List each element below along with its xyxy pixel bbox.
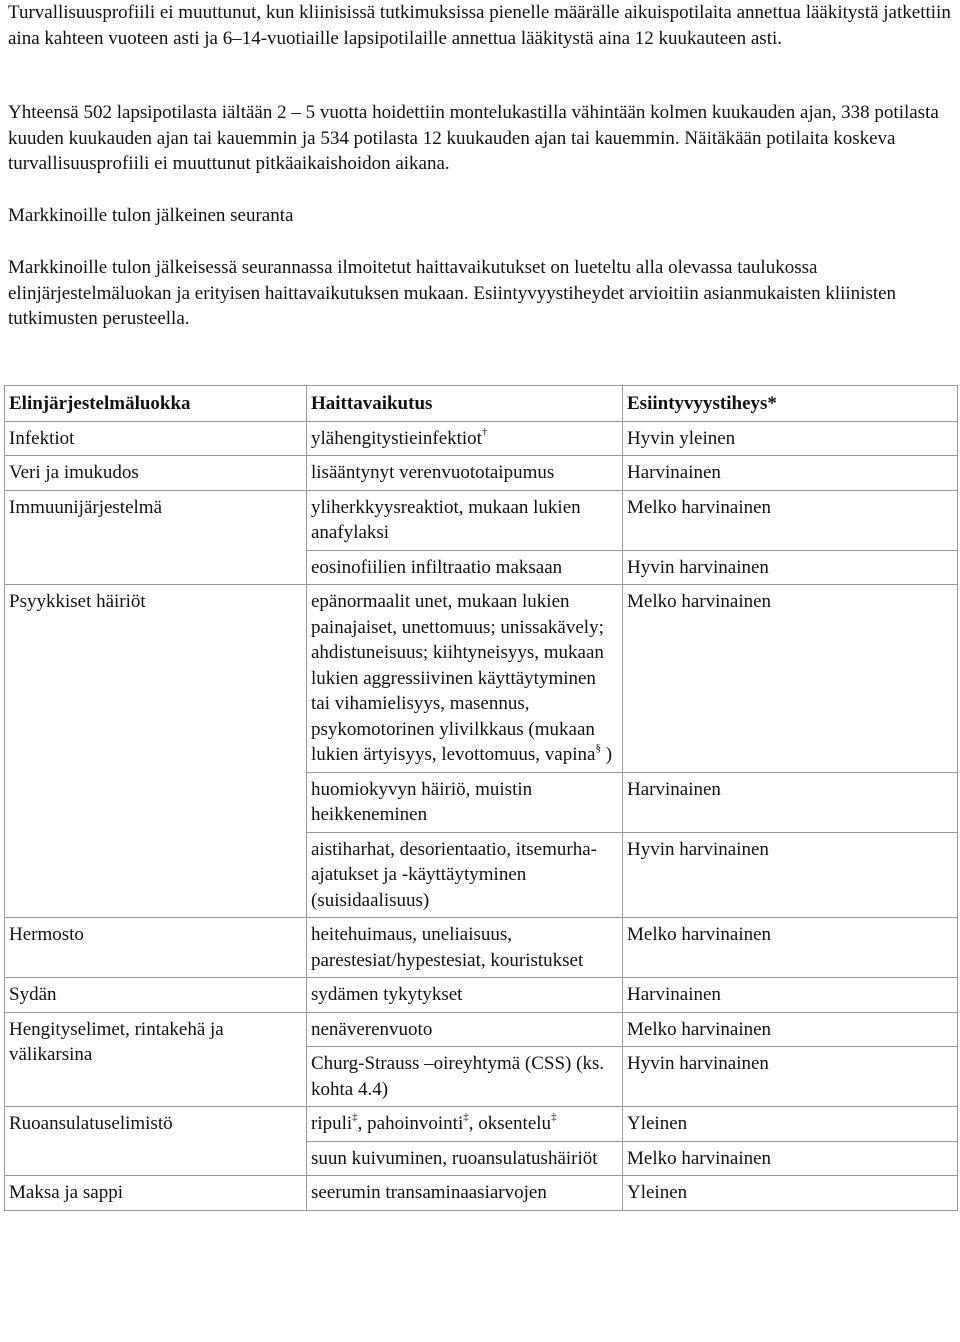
section-heading-post-marketing: Markkinoille tulon jälkeinen seuranta [8,205,294,226]
adverse-effect-cell [307,585,623,773]
header-frequency: Esiintyvyystiheys* [623,386,958,422]
adverse-effect-cell: aistiharhat, desorientaatio, itsemurha-ajatukset ja -käyttäytyminen (suisidaalisuus) [307,832,623,918]
adverse-effects-table [4,385,958,1211]
adverse-effect-cell [307,1107,623,1142]
intro-paragraph-long-term-safety: Turvallisuusprofiili ei muuttunut, kun kliinisissä tutkimuksissa pienelle määrälle aikuispotilaita annettua lääkitystä jatkettiin aina kahteen vuoteen asti ja 6–14-vuotiaille lapsipotilaille annettua lääkitystä aina 12 kuukauteen asti. [8,2,951,49]
table-row [5,421,958,456]
adverse-effect-cell: eosinofiilien infiltraatio maksaan [307,550,623,585]
organ-class-cell: Sydän [5,978,307,1013]
adverse-effect-cell: heitehuimaus, uneliaisuus, parestesiat/hypestesiat, kouristukset [307,918,623,978]
footnote-mark: ‡ [352,1111,358,1123]
effect-text-tail: ) [600,744,613,765]
adverse-effect-cell: sydämen tykytykset [307,978,623,1013]
organ-class-cell: Hermosto [5,918,307,978]
footnote-mark: ‡ [551,1111,557,1123]
table-row [5,918,958,978]
frequency-cell: Harvinainen [623,772,958,832]
footnote-mark: ‡ [463,1111,469,1123]
organ-class-cell: Immuunijärjestelmä [5,490,307,585]
frequency-cell: Melko harvinainen [623,1141,958,1176]
adverse-effect-cell: suun kuivuminen, ruoansulatushäiriöt [307,1141,623,1176]
adverse-effect-cell: seerumin transaminaasiarvojen [307,1176,623,1211]
organ-class-cell: Maksa ja sappi [5,1176,307,1211]
table-row [5,1107,958,1142]
frequency-cell: Yleinen [623,1176,958,1211]
paragraph-pediatric-patients: Yhteensä 502 lapsipotilasta iältään 2 – 5 vuotta hoidettiin montelukastilla vähintään kolmen kuukauden ajan, 338 potilasta kuuden kuukauden ajan tai kauemmin ja 534 potilasta 12 kuukauden ajan tai kauemmin. Näitäkään potilaita koskeva turvallisuusprofiili ei muuttunut pitkäaikaishoidon aikana. [8,102,939,174]
organ-class-cell: Infektiot [5,421,307,456]
table-row [5,585,958,773]
frequency-cell: Hyvin yleinen [623,421,958,456]
header-organ-class: Elinjärjestelmäluokka [5,386,307,422]
frequency-cell: Hyvin harvinainen [623,832,958,918]
adverse-effect-cell: nenäverenvuoto [307,1012,623,1047]
table-header-row [5,386,958,422]
effect-text: ylähengitystieinfektiot [311,427,482,449]
effect-text: ripuli [311,1113,353,1134]
adverse-effect-cell: Churg-Strauss –oireyhtymä (CSS) (ks. kohta 4.4) [307,1047,623,1107]
frequency-cell: Harvinainen [623,456,958,491]
frequency-cell: Hyvin harvinainen [623,1047,958,1107]
effect-text: epänormaalit unet, mukaan lukien painajaiset, unettomuus; unissakävely; ahdistuneisuus; kiihtyneisyys, mukaan lukien aggressiivinen käyttäytyminen tai vihamielisyys, masennus, psykomotorinen ylivilkkaus (mukaan lukien ärtyisyys, levottomuus, vapina [311,591,604,765]
frequency-cell: Melko harvinainen [623,585,958,773]
frequency-cell: Hyvin harvinainen [623,550,958,585]
adverse-effect-cell: huomiokyvyn häiriö, muistin heikkeneminen [307,772,623,832]
adverse-effect-cell: yliherkkyysreaktiot, mukaan lukien anafylaksi [307,490,623,550]
table-row [5,978,958,1013]
adverse-effect-cell [307,421,623,456]
frequency-cell: Yleinen [623,1107,958,1142]
adverse-effect-cell: lisääntynyt verenvuototaipumus [307,456,623,491]
organ-class-cell: Psyykkiset häiriöt [5,585,307,918]
table-row [5,456,958,491]
frequency-cell: Melko harvinainen [623,490,958,550]
table-row [5,1012,958,1047]
effect-text: , pahoinvointi [357,1113,464,1134]
organ-class-cell: Ruoansulatuselimistö [5,1107,307,1176]
effect-text: , oksentelu [468,1113,552,1134]
frequency-cell: Harvinainen [623,978,958,1013]
frequency-cell: Melko harvinainen [623,918,958,978]
footnote-mark: § [595,742,601,754]
header-adverse-effect: Haittavaikutus [307,386,623,422]
frequency-cell: Melko harvinainen [623,1012,958,1047]
footnote-mark: † [481,425,488,438]
organ-class-cell: Veri ja imukudos [5,456,307,491]
table-row [5,1176,958,1211]
table-row [5,490,958,550]
organ-class-cell: Hengityselimet, rintakehä ja välikarsina [5,1012,307,1107]
paragraph-post-marketing-description: Markkinoille tulon jälkeisessä seurannassa ilmoitetut haittavaikutukset on lueteltu alla olevassa taulukossa elinjärjestelmäluokan ja erityisen haittavaikutuksen mukaan. Esiintyvyystiheydet arvioitiin asianmukaisten kliinisten tutkimusten perusteella. [8,257,897,329]
